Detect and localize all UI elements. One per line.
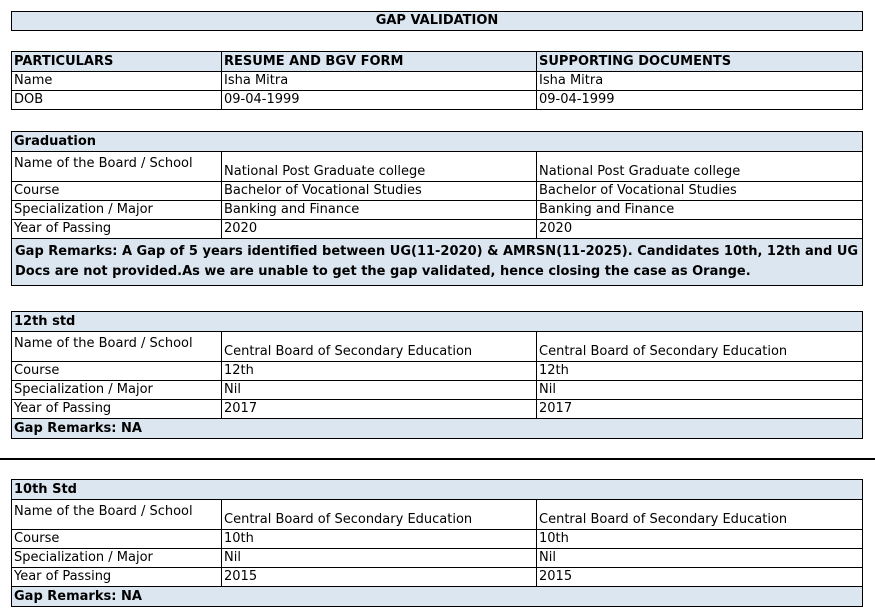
personal-table (11, 51, 863, 110)
resume-value: Nil (222, 381, 537, 400)
table-row (12, 220, 863, 239)
row-label: Course (12, 362, 222, 381)
gap-remarks: Gap Remarks: NA (12, 587, 863, 607)
row-label: Name of the Board / School (12, 152, 222, 182)
graduation-table (11, 131, 863, 286)
docs-value: 12th (537, 362, 863, 381)
row-label: Name (12, 72, 222, 91)
resume-value: 10th (222, 530, 537, 549)
docs-value: Bachelor of Vocational Studies (537, 182, 863, 201)
table-row (12, 500, 863, 530)
docs-value: 09-04-1999 (537, 91, 863, 110)
resume-value: Nil (222, 549, 537, 568)
header-resume: RESUME AND BGV FORM (222, 52, 537, 72)
row-label: Year of Passing (12, 568, 222, 587)
header-docs: SUPPORTING DOCUMENTS (537, 52, 863, 72)
docs-value: 2017 (537, 400, 863, 419)
docs-value: Central Board of Secondary Education (537, 500, 863, 530)
resume-value: Central Board of Secondary Education (222, 332, 537, 362)
resume-value: Bachelor of Vocational Studies (222, 182, 537, 201)
row-label: Specialization / Major (12, 549, 222, 568)
row-label: Course (12, 182, 222, 201)
page-title: GAP VALIDATION (12, 12, 863, 31)
docs-value: Central Board of Secondary Education (537, 332, 863, 362)
docs-value: 2015 (537, 568, 863, 587)
resume-value: 09-04-1999 (222, 91, 537, 110)
twelfth-table (11, 311, 863, 439)
row-label: Year of Passing (12, 220, 222, 239)
docs-value: Nil (537, 549, 863, 568)
row-label: Name of the Board / School (12, 500, 222, 530)
table-row (12, 530, 863, 549)
header-particulars: PARTICULARS (12, 52, 222, 72)
section-heading: 10th Std (12, 480, 863, 500)
docs-value: Nil (537, 381, 863, 400)
table-row (12, 568, 863, 587)
table-row (12, 400, 863, 419)
table-row (12, 549, 863, 568)
resume-value: Central Board of Secondary Education (222, 500, 537, 530)
table-row (12, 152, 863, 182)
docs-value: National Post Graduate college (537, 152, 863, 182)
resume-value: Banking and Finance (222, 201, 537, 220)
section-heading: 12th std (12, 312, 863, 332)
table-row (12, 381, 863, 400)
table-row (12, 72, 863, 91)
table-row (12, 362, 863, 381)
docs-value: 2020 (537, 220, 863, 239)
table-row (12, 332, 863, 362)
resume-value: 12th (222, 362, 537, 381)
docs-value: 10th (537, 530, 863, 549)
resume-value: 2020 (222, 220, 537, 239)
docs-value: Isha Mitra (537, 72, 863, 91)
row-label: Year of Passing (12, 400, 222, 419)
section-divider (0, 458, 875, 460)
table-row (12, 201, 863, 220)
resume-value: 2015 (222, 568, 537, 587)
row-label: Course (12, 530, 222, 549)
table-row (12, 182, 863, 201)
row-label: Name of the Board / School (12, 332, 222, 362)
row-label: Specialization / Major (12, 381, 222, 400)
gap-remarks: Gap Remarks: NA (12, 419, 863, 439)
header-row (12, 52, 863, 72)
docs-value: Banking and Finance (537, 201, 863, 220)
title-block (11, 11, 863, 31)
section-heading: Graduation (12, 132, 863, 152)
resume-value: 2017 (222, 400, 537, 419)
row-label: DOB (12, 91, 222, 110)
tenth-table (11, 479, 863, 607)
resume-value: National Post Graduate college (222, 152, 537, 182)
resume-value: Isha Mitra (222, 72, 537, 91)
table-row (12, 91, 863, 110)
row-label: Specialization / Major (12, 201, 222, 220)
gap-remarks: Gap Remarks: A Gap of 5 years identified between UG(11-2020) & AMRSN(11-2025). Candidates 10th, 12th and UG Docs are not provided.As we are unable to get the gap validated, hence closing the case as Orange. (12, 239, 863, 286)
